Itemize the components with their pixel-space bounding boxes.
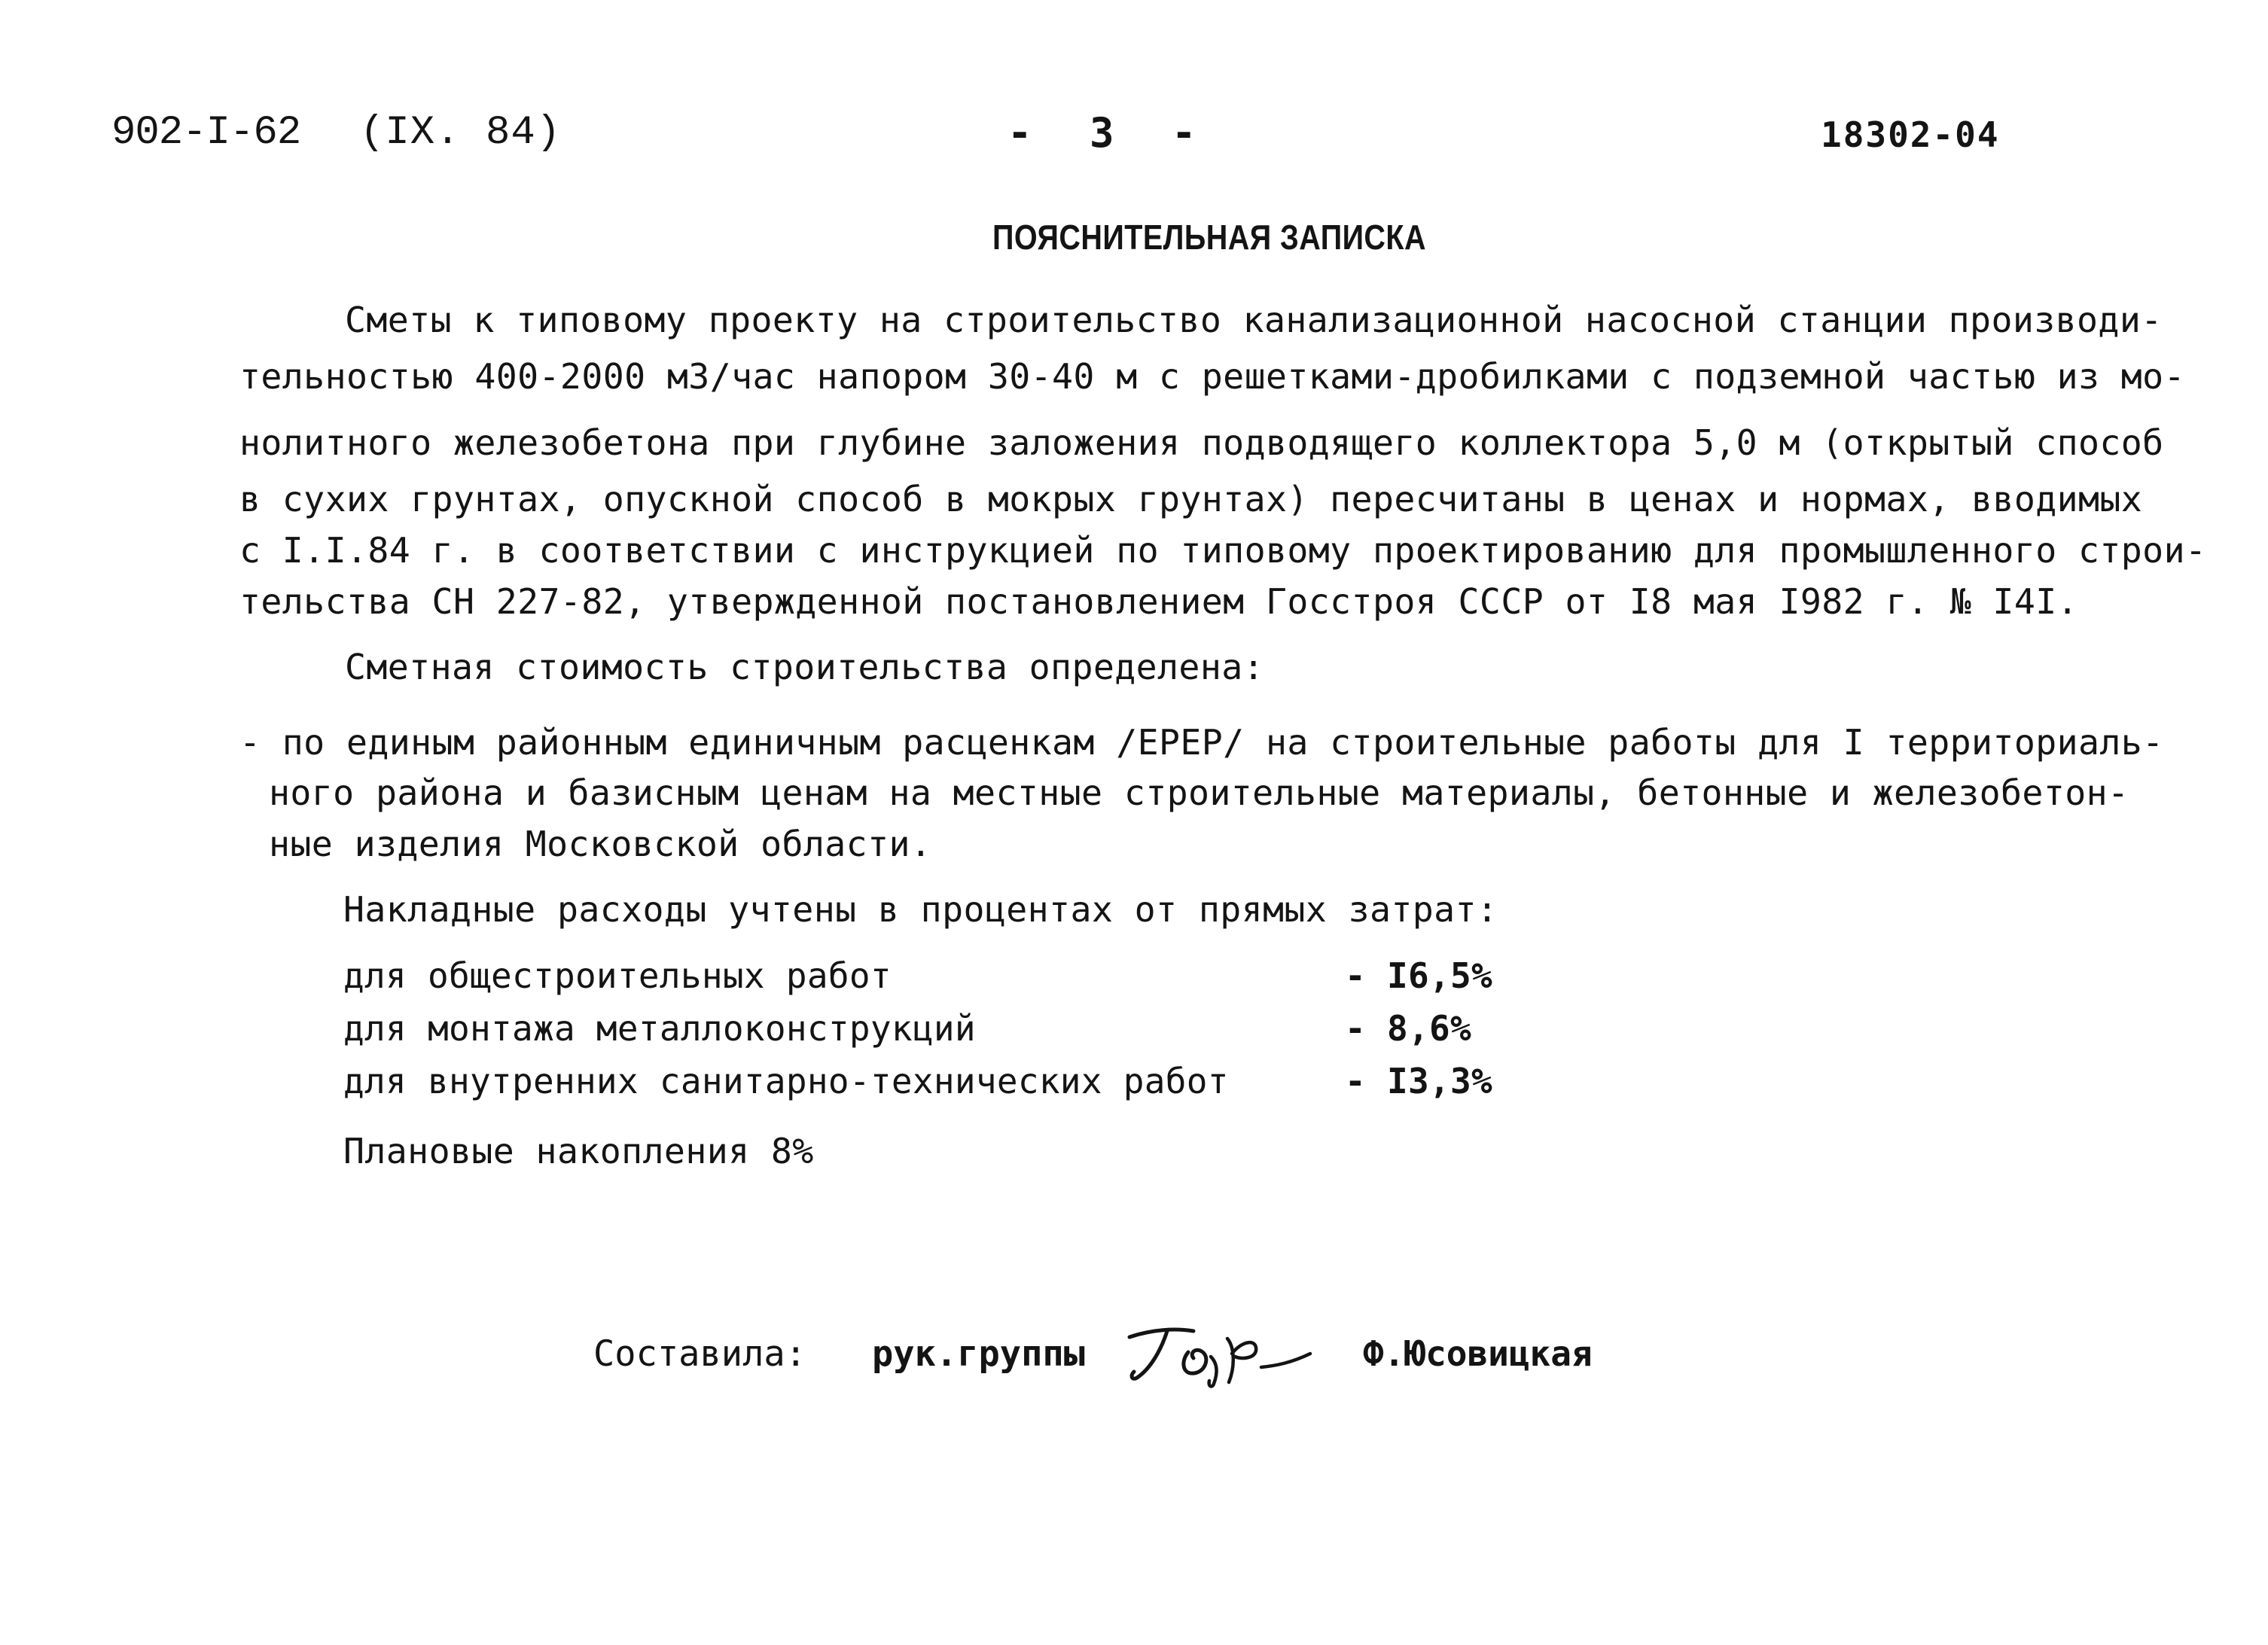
bullet-line: ные изделия Московской области.	[269, 824, 932, 864]
cost-definition-heading: Сметная стоимость строительства определена:	[345, 647, 1265, 687]
overhead-row-label: для монтажа металлоконструкций	[343, 1008, 976, 1049]
archive-number: 18302-04	[1821, 114, 2000, 155]
signer-name: Ф.Юсовицкая	[1363, 1333, 1593, 1374]
overhead-row-label: для общестроительных работ	[343, 955, 892, 996]
composed-label: Составила:	[593, 1333, 806, 1375]
overhead-row-value: - I6,5%	[1345, 955, 1492, 996]
bullet-line: ного района и базисным ценам на местные строительные материалы, бетонные и железобетон-	[269, 772, 2129, 813]
paragraph-line: Сметы к типовому проекту на строительство канализационной насосной станции производи-	[345, 300, 2163, 340]
paragraph-line: нолитного железобетона при глубине заложения подводящего коллектора 5,0 м (открытый способ	[239, 422, 2164, 463]
handwritten-signature	[1122, 1308, 1318, 1391]
overhead-intro: Накладные расходы учтены в процентах от прямых затрат:	[343, 889, 1498, 930]
paragraph-line: тельностью 400-2000 м3/час напором 30-40 м с решетками-дробилками с подземной частью из мо-	[239, 356, 2185, 397]
paragraph-line: с I.I.84 г. в соответствии с инструкцией по типовому проектированию для промышленного строи-	[239, 530, 2207, 571]
paragraph-line: в сухих грунтах, опускной способ в мокрых грунтах) пересчитаны в ценах и нормах, вводимых	[239, 479, 2143, 519]
document-code: 902-I-62	[111, 110, 301, 156]
document-date: (IX. 84)	[360, 110, 562, 156]
page-number: - 3 -	[1007, 109, 1213, 157]
composed-role: рук.группы	[872, 1333, 1085, 1375]
overhead-row-value: - I3,3%	[1345, 1061, 1492, 1101]
planned-savings: Плановые накопления 8%	[343, 1131, 814, 1171]
bullet-line: - по единым районным единичным расценкам /ЕРЕР/ на строительные работы для I территориаль-	[239, 722, 2164, 763]
overhead-row-value: - 8,6%	[1345, 1008, 1471, 1049]
paragraph-line: тельства СН 227-82, утвержденной постановлением Госстроя СССР от I8 мая I982 г. № I4I.	[239, 581, 2079, 622]
overhead-row-label: для внутренних санитарно-технических работ	[343, 1061, 1229, 1101]
page-title: ПОЯСНИТЕЛЬНАЯ ЗАПИСКА	[992, 218, 1427, 257]
